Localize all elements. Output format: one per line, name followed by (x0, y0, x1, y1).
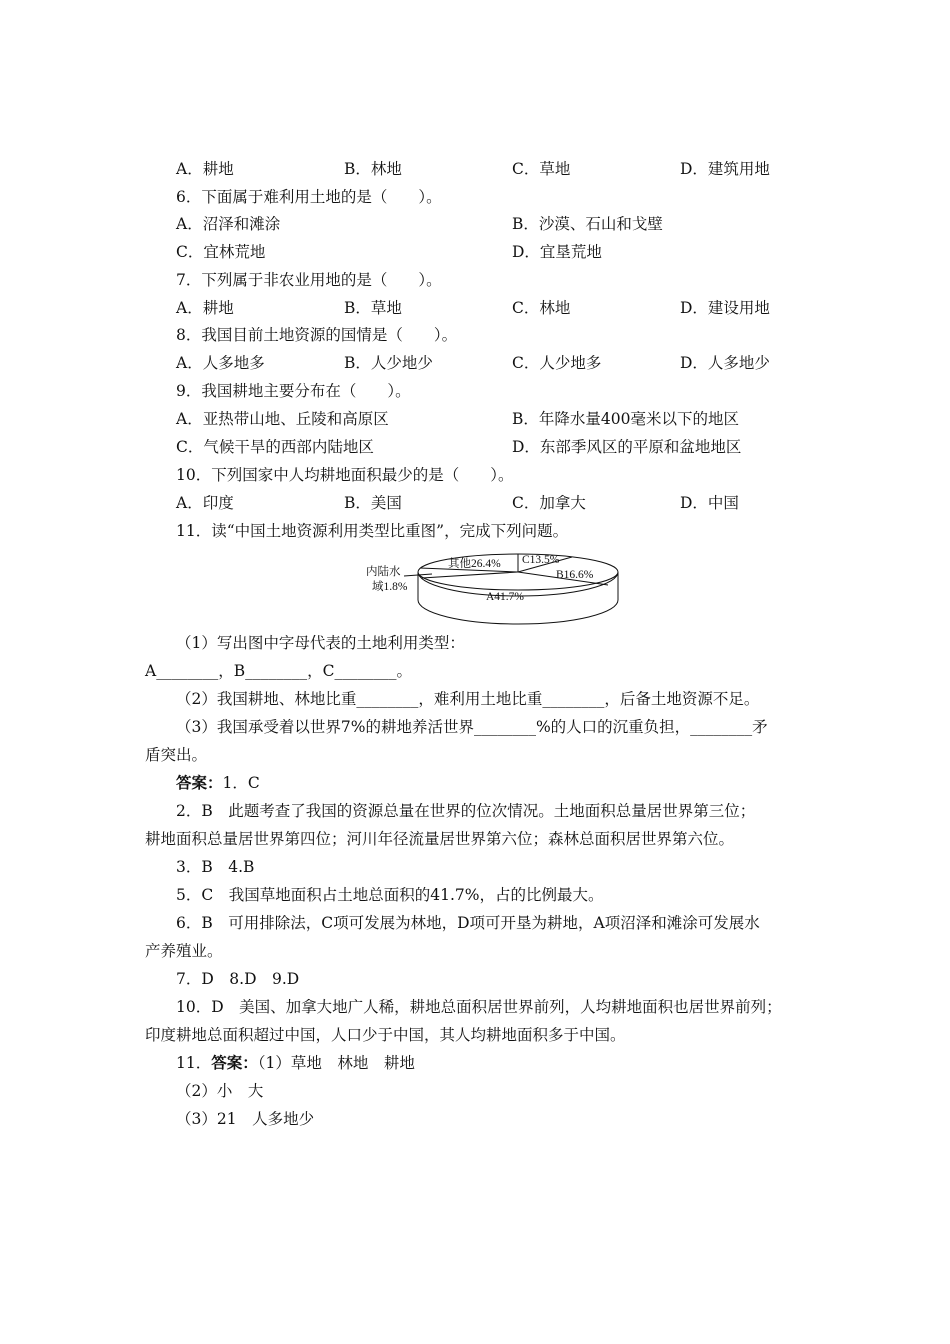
answer-label: 答案： (176, 774, 223, 792)
q11-stem: 11．读“中国土地资源利用类型比重图”，完成下列问题。 (176, 522, 569, 540)
answer-10-line2: 印度耕地总面积超过中国，人口少于中国，其人均耕地面积多于中国。 (145, 1026, 626, 1044)
answer-11-prefix: 11． (176, 1054, 212, 1072)
answer-2-line1: 2．B 此题考查了我国的资源总量在世界的位次情况。土地面积总量居世界第三位； (176, 802, 756, 820)
q10-option-c: C．加拿大 (512, 494, 586, 512)
q10-stem: 10．下列国家中人均耕地面积最少的是（ ）。 (176, 466, 514, 484)
q6-stem: 6．下面属于难利用土地的是（ ）。 (176, 188, 442, 206)
q8-option-a: A．人多地多 (176, 354, 265, 372)
q9-option-a: A．亚热带山地、丘陵和高原区 (176, 410, 389, 428)
answer-11-part3: （3）21 人多地少 (176, 1110, 315, 1128)
q8-option-b: B．人少地少 (344, 354, 433, 372)
answer-10-line1: 10．D 美国、加拿大地广人稀，耕地总面积居世界前列，人均耕地面积也居世界前列； (176, 998, 782, 1016)
q6-option-d: D．宜垦荒地 (512, 243, 602, 261)
q9-option-d: D．东部季风区的平原和盆地地区 (512, 438, 742, 456)
q5-option-a: A．耕地 (176, 160, 234, 178)
answer-11 (176, 1053, 415, 1073)
slice-label-a: A41.7% (486, 591, 525, 603)
q10-option-b: B．美国 (344, 494, 402, 512)
land-use-pie-chart (360, 548, 630, 634)
q8-stem: 8．我国目前土地资源的国情是（ ）。 (176, 326, 458, 344)
q11-sub1: （1）写出图中字母代表的土地利用类型： (176, 634, 465, 652)
answer-2-line2: 耕地面积总量居世界第四位；河川年径流量居世界第六位；森林总面积居世界第六位。 (145, 830, 735, 848)
answer-6-line1: 6．B 可用排除法，C项可发展为林地，D项可开垦为耕地，A项沼泽和滩涂可发展水 (176, 914, 760, 932)
answer-11-label: 答案： (211, 1054, 258, 1072)
q5-option-b: B．林地 (344, 160, 402, 178)
q7-option-b: B．草地 (344, 299, 402, 317)
q7-option-c: C．林地 (512, 299, 571, 317)
q5-option-c: C．草地 (512, 160, 571, 178)
answer-11-part1: （1）草地 林地 耕地 (257, 1054, 415, 1072)
slice-label-c: C13.5% (522, 554, 560, 566)
q11-sub1-blanks: A________，B________，C________。 (145, 662, 412, 680)
answer-7-9: 7．D 8.D 9.D (176, 970, 300, 988)
answer-11-part2: （2）小 大 (176, 1082, 264, 1100)
q9-option-b: B．年降水量400毫米以下的地区 (512, 410, 739, 428)
q10-option-d: D．中国 (680, 494, 739, 512)
q5-option-d: D．建筑用地 (680, 160, 770, 178)
slice-label-water-line1: 内陆水 (366, 566, 401, 578)
q9-option-c: C．气候干旱的西部内陆地区 (176, 438, 374, 456)
answer-1 (176, 773, 260, 793)
q9-stem: 9．我国耕地主要分布在（ ）。 (176, 382, 411, 400)
answer-6-line2: 产养殖业。 (145, 942, 223, 960)
slice-label-b: B16.6% (556, 569, 594, 581)
answer-5: 5．C 我国草地面积占土地总面积的41.7%，占的比例最大。 (176, 886, 604, 904)
q6-option-a: A．沼泽和滩涂 (176, 215, 281, 233)
answer-1-text: 1．C (222, 774, 260, 792)
q6-option-b: B．沙漠、石山和戈壁 (512, 215, 663, 233)
q10-option-a: A．印度 (176, 494, 234, 512)
q7-option-a: A．耕地 (176, 299, 234, 317)
slice-label-water-line2: 域1.8% (372, 581, 408, 593)
slice-label-other: 其他26.4% (448, 558, 501, 570)
q8-option-d: D．人多地少 (680, 354, 770, 372)
q11-sub3-line2: 盾突出。 (145, 746, 208, 764)
q11-sub2: （2）我国耕地、林地比重________，难利用土地比重________，后备土地资源不足。 (176, 690, 760, 708)
q11-sub3-line1: （3）我国承受着以世界7%的耕地养活世界________%的人口的沉重负担，________矛 (176, 718, 768, 736)
q6-option-c: C．宜林荒地 (176, 243, 266, 261)
q7-option-d: D．建设用地 (680, 299, 770, 317)
answer-3-4: 3．B 4.B (176, 858, 255, 876)
q7-stem: 7．下列属于非农业用地的是（ ）。 (176, 271, 442, 289)
q8-option-c: C．人少地多 (512, 354, 602, 372)
